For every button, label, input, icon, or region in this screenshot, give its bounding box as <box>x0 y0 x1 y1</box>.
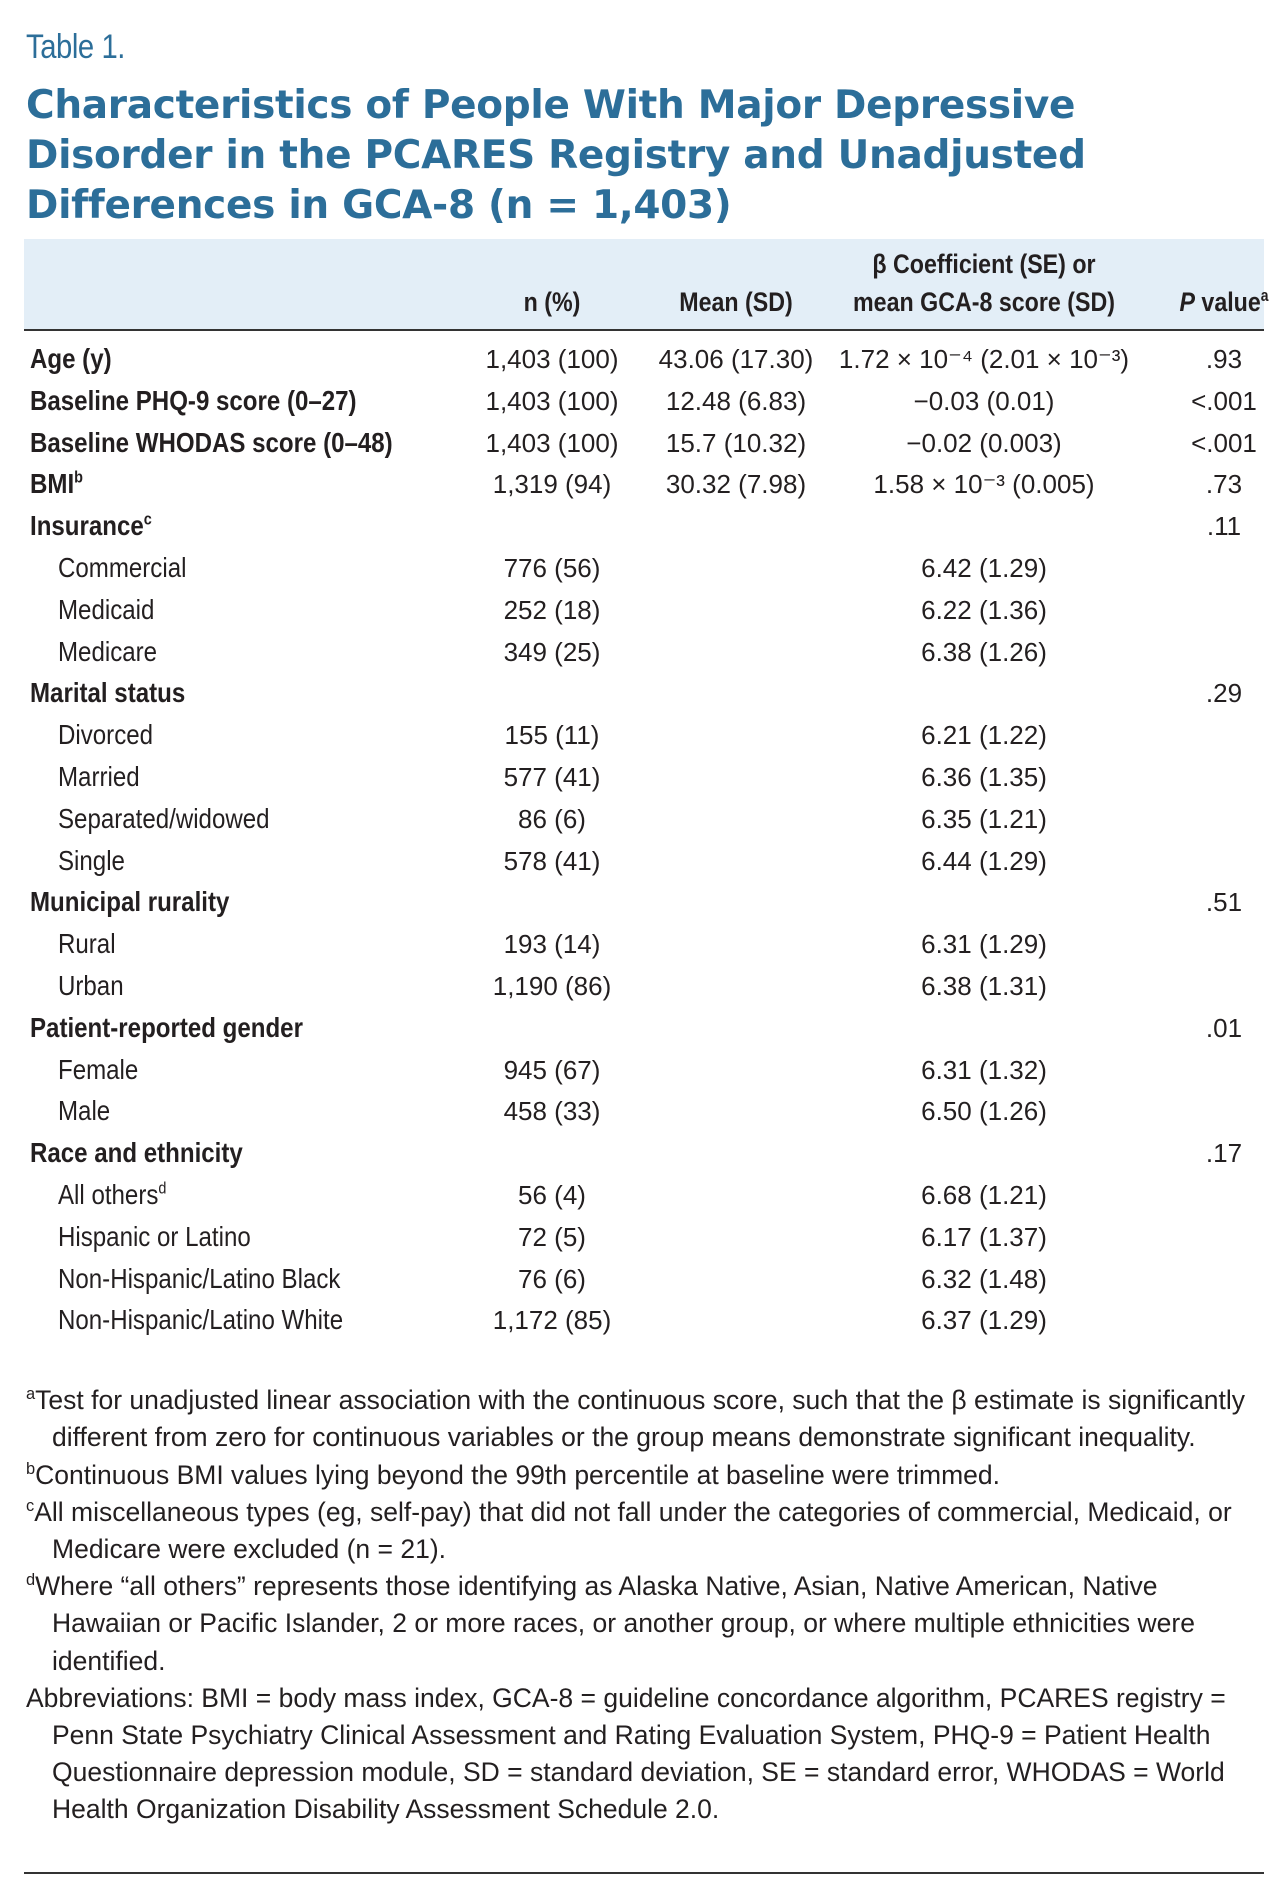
cell-beta <box>824 924 1144 964</box>
cell-p <box>1164 464 1284 504</box>
cell-beta <box>824 590 1144 630</box>
cell-n <box>452 1217 652 1257</box>
row-label <box>58 966 124 1006</box>
row-label <box>58 1259 340 1299</box>
footnote-mark: d <box>26 1571 36 1590</box>
row-label-text: Married <box>58 760 140 792</box>
cell-beta <box>824 381 1144 421</box>
table-row <box>24 1259 1264 1301</box>
footnote-text: Where “all others” represents those identifying as Alaska Native, Asian, Native American, Native Hawaiian or Pacific Islander, 2 or more races, or another group, or where multiple ethnicities were identified. <box>35 1571 1195 1676</box>
row-label <box>58 1300 343 1340</box>
table-row <box>24 757 1264 799</box>
cell-mean-text: 30.32 (7.98) <box>665 469 807 500</box>
cell-n-text: 76 (6) <box>518 1263 586 1294</box>
cell-beta-text: 6.31 (1.29) <box>921 929 1047 960</box>
cell-n-text: 155 (11) <box>504 720 600 751</box>
row-label <box>58 590 154 630</box>
cell-n-text: 86 (6) <box>518 803 586 834</box>
cell-p-text: .11 <box>1206 511 1242 542</box>
cell-n-text: 1,403 (100) <box>485 427 619 458</box>
cell-n <box>452 1091 652 1131</box>
row-label <box>58 799 270 839</box>
table-title: Characteristics of People With Major Depressive Disorder in the PCARES Registry and Unadjusted Differences in GCA-8 (n = 1,403) <box>26 83 1086 228</box>
cell-beta-text: −0.02 (0.003) <box>906 427 1062 458</box>
cell-p-text: .01 <box>1205 1012 1243 1043</box>
cell-mean <box>636 339 836 379</box>
cell-beta <box>824 799 1144 839</box>
row-label-text: Single <box>58 844 125 876</box>
table-row <box>24 799 1264 841</box>
cell-n <box>452 339 652 379</box>
cell-beta-text: 6.31 (1.32) <box>921 1054 1047 1085</box>
cell-beta <box>824 1175 1144 1215</box>
cell-p-text: .73 <box>1205 469 1243 500</box>
row-label-text: BMI <box>30 468 75 500</box>
cell-beta-text: 6.17 (1.37) <box>921 1221 1047 1252</box>
cell-n <box>452 841 652 881</box>
cell-n-text: 1,319 (94) <box>492 469 612 500</box>
row-label <box>58 924 116 964</box>
cell-beta <box>824 1091 1144 1131</box>
cell-p <box>1164 506 1284 546</box>
row-label-text: Marital status <box>30 677 186 709</box>
table-row <box>24 673 1264 715</box>
cell-mean-text: 15.7 (10.32) <box>665 427 807 458</box>
row-label-text: Urban <box>58 969 124 1001</box>
footnote-text: Test for unadjusted linear association with the continuous score, such that the β estimate is significantly different from zero for continuous variables or the group means demonstrate significant inequality. <box>35 1385 1245 1453</box>
cell-n-text: 776 (56) <box>503 552 601 583</box>
cell-p-text: .93 <box>1205 344 1243 374</box>
row-label <box>30 423 393 463</box>
row-label <box>58 1217 251 1257</box>
cell-n-text: 578 (41) <box>503 845 601 876</box>
row-label-text: Female <box>58 1053 139 1085</box>
cell-n-text: 349 (25) <box>503 636 601 667</box>
cell-beta <box>824 339 1144 379</box>
cell-n-text: 1,172 (85) <box>492 1305 612 1336</box>
cell-mean <box>636 423 836 463</box>
table-row <box>24 1133 1264 1175</box>
row-label-footnote-mark: c <box>143 509 152 529</box>
cell-p-text: .51 <box>1205 887 1243 918</box>
row-label <box>58 715 153 755</box>
cell-beta-text: 6.35 (1.21) <box>921 803 1047 834</box>
row-label <box>30 506 152 546</box>
table-row <box>24 1300 1264 1342</box>
cell-n-text: 193 (14) <box>503 929 601 960</box>
cell-p <box>1164 673 1284 713</box>
cell-mean <box>636 464 836 504</box>
footnote <box>26 1680 1264 1829</box>
cell-mean-text: 12.48 (6.83) <box>665 385 807 416</box>
cell-beta-text: 6.68 (1.21) <box>921 1179 1047 1210</box>
row-label <box>58 1050 138 1090</box>
footnote <box>26 1568 1264 1680</box>
row-label-text: Municipal rurality <box>30 886 230 918</box>
cell-beta-text: −0.03 (0.01) <box>913 385 1055 416</box>
cell-beta <box>824 715 1144 755</box>
cell-beta-text: 6.21 (1.22) <box>921 720 1047 751</box>
cell-p <box>1164 1133 1284 1173</box>
row-label-text: Baseline WHODAS score (0–48) <box>30 426 393 458</box>
footnote-mark: c <box>26 1496 35 1515</box>
row-label <box>58 548 186 588</box>
row-label <box>30 1008 303 1048</box>
row-label <box>30 1133 243 1173</box>
table-row <box>24 1050 1264 1092</box>
footnote-text: Continuous BMI values lying beyond the 99th percentile at baseline were trimmed. <box>35 1459 1000 1490</box>
row-label-footnote-mark: d <box>158 1178 167 1198</box>
footnote <box>26 1382 1264 1456</box>
footnote-mark: b <box>26 1459 36 1478</box>
row-label-text: All others <box>58 1178 159 1210</box>
table-row <box>24 339 1264 381</box>
cell-beta <box>824 1300 1144 1340</box>
table-row <box>24 924 1264 966</box>
cell-n-text: 72 (5) <box>518 1221 586 1252</box>
cell-p-text: .29 <box>1205 678 1243 709</box>
cell-beta <box>824 464 1144 504</box>
cell-n <box>452 799 652 839</box>
row-label <box>58 632 157 672</box>
row-label-text: Age (y) <box>30 343 112 374</box>
row-label <box>58 1091 110 1131</box>
cell-p <box>1164 381 1284 421</box>
cell-n <box>452 966 652 1006</box>
cell-n-text: 458 (33) <box>503 1096 601 1127</box>
row-label-footnote-mark: b <box>74 468 83 488</box>
row-label-text: Non-Hispanic/Latino Black <box>58 1262 341 1294</box>
row-label-text: Commercial <box>58 551 187 583</box>
table-row <box>24 966 1264 1008</box>
cell-n <box>452 381 652 421</box>
table-row <box>24 1175 1264 1217</box>
cell-p-text: <.001 <box>1191 385 1257 416</box>
cell-beta <box>824 966 1144 1006</box>
row-label-text: Medicare <box>58 635 158 667</box>
footnote-mark: a <box>26 1385 36 1404</box>
row-label-text: Baseline PHQ-9 score (0–27) <box>30 384 357 416</box>
cell-n <box>452 757 652 797</box>
cell-p <box>1164 882 1284 922</box>
row-label <box>30 882 229 922</box>
table-row <box>24 882 1264 924</box>
cell-beta-text: 6.37 (1.29) <box>921 1305 1047 1336</box>
cell-n <box>452 1175 652 1215</box>
cell-beta-text: 1.58 × 10⁻³ (0.005) <box>873 469 1095 500</box>
cell-n <box>452 423 652 463</box>
table-row <box>24 632 1264 674</box>
cell-beta-text: 1.72 × 10⁻⁴ (2.01 × 10⁻³) <box>838 344 1130 374</box>
cell-beta-text: 6.32 (1.48) <box>921 1263 1047 1294</box>
column-header-beta <box>846 245 1121 321</box>
table-footnotes <box>24 1382 1264 1828</box>
cell-beta-text: 6.38 (1.31) <box>921 970 1047 1001</box>
cell-p <box>1164 1008 1284 1048</box>
cell-beta <box>824 632 1144 672</box>
cell-beta-text: 6.22 (1.36) <box>921 594 1047 625</box>
cell-beta-text: 6.36 (1.35) <box>921 761 1047 792</box>
footnote-text: Abbreviations: BMI = body mass index, GCA-8 = guideline concordance algorithm, PCARES registry = Penn State Psychiatry Clinical Assessment and Rating Evaluation System, PHQ-9 = Patient Health Questionnaire depression module, SD = standard deviation, SE = standard error, WHODAS = World Health Organization Disability Assessment Schedule 2.0. <box>26 1682 1226 1825</box>
cell-beta <box>824 548 1144 588</box>
cell-mean <box>636 381 836 421</box>
cell-beta-text: 6.38 (1.26) <box>921 636 1047 667</box>
cell-p <box>1164 423 1284 463</box>
cell-beta-text: 6.42 (1.29) <box>921 552 1047 583</box>
column-header-p <box>1172 283 1275 321</box>
column-header-p-italic: P <box>1179 287 1195 317</box>
column-header-n: n (%) <box>523 287 581 317</box>
table-row <box>24 548 1264 590</box>
table-label: Table 1. <box>26 28 125 66</box>
cell-n-text: 56 (4) <box>518 1179 586 1210</box>
row-label <box>30 381 357 421</box>
table-row <box>24 464 1264 506</box>
row-label-text: Medicaid <box>58 593 155 625</box>
table-header <box>24 239 1269 331</box>
cell-n <box>452 590 652 630</box>
row-label-text: Rural <box>58 928 116 960</box>
row-label-text: Race and ethnicity <box>30 1137 243 1169</box>
cell-p-text: <.001 <box>1191 427 1257 458</box>
table-row <box>24 1091 1264 1133</box>
cell-n-text: 252 (18) <box>503 594 601 625</box>
cell-n <box>452 1259 652 1299</box>
cell-n-text: 1,403 (100) <box>485 385 619 416</box>
table-row <box>24 506 1264 548</box>
cell-p-text: .17 <box>1205 1138 1243 1169</box>
table-row <box>24 423 1264 465</box>
cell-n <box>452 715 652 755</box>
row-label-text: Separated/widowed <box>58 802 270 834</box>
row-label-text: Insurance <box>30 510 144 542</box>
table-row <box>24 715 1264 757</box>
cell-beta <box>824 423 1144 463</box>
cell-beta-text: 6.50 (1.26) <box>921 1096 1047 1127</box>
row-label-text: Divorced <box>58 719 154 751</box>
cell-beta <box>824 841 1144 881</box>
table-row <box>24 1217 1264 1259</box>
table-row <box>24 381 1264 423</box>
cell-n <box>452 1300 652 1340</box>
column-header-p-sup: a <box>1260 287 1269 305</box>
table-row <box>24 590 1264 632</box>
cell-beta <box>824 1217 1144 1257</box>
bottom-rule <box>24 1872 1264 1874</box>
column-header-beta-line2: mean GCA-8 score (SD) <box>853 287 1115 317</box>
row-label <box>58 841 125 881</box>
cell-beta-text: 6.44 (1.29) <box>921 845 1047 876</box>
cell-n <box>452 632 652 672</box>
cell-n-text: 577 (41) <box>503 761 601 792</box>
cell-beta <box>824 1050 1144 1090</box>
row-label <box>30 673 185 713</box>
cell-n-text: 1,403 (100) <box>485 344 619 374</box>
column-header-mean: Mean (SD) <box>679 287 793 317</box>
footnote <box>26 1457 1264 1494</box>
row-label-text: Male <box>58 1095 111 1127</box>
row-label <box>58 1175 166 1215</box>
row-label-text: Non-Hispanic/Latino White <box>58 1304 344 1336</box>
cell-mean-text: 43.06 (17.30) <box>658 344 814 374</box>
cell-n <box>452 924 652 964</box>
cell-n-text: 1,190 (86) <box>492 970 612 1001</box>
table-body <box>24 339 1264 1342</box>
column-header-p-rest: value <box>1194 287 1261 317</box>
table-row <box>24 841 1264 883</box>
row-label <box>30 339 112 379</box>
cell-beta <box>824 757 1144 797</box>
column-header-beta-line1: β Coefficient (SE) or <box>872 249 1096 279</box>
cell-beta <box>824 1259 1144 1299</box>
row-label-text: Patient-reported gender <box>30 1011 303 1043</box>
cell-n <box>452 464 652 504</box>
table-row <box>24 1008 1264 1050</box>
row-label <box>30 464 83 504</box>
cell-n-text: 945 (67) <box>503 1054 601 1085</box>
row-label <box>58 757 140 797</box>
row-label-text: Hispanic or Latino <box>58 1220 251 1252</box>
cell-n <box>452 1050 652 1090</box>
cell-p <box>1164 339 1284 379</box>
footnote-text: All miscellaneous types (eg, self-pay) that did not fall under the categories of commercial, Medicaid, or Medicare were excluded (n = 21). <box>34 1496 1232 1564</box>
cell-n <box>452 548 652 588</box>
footnote <box>26 1494 1264 1568</box>
